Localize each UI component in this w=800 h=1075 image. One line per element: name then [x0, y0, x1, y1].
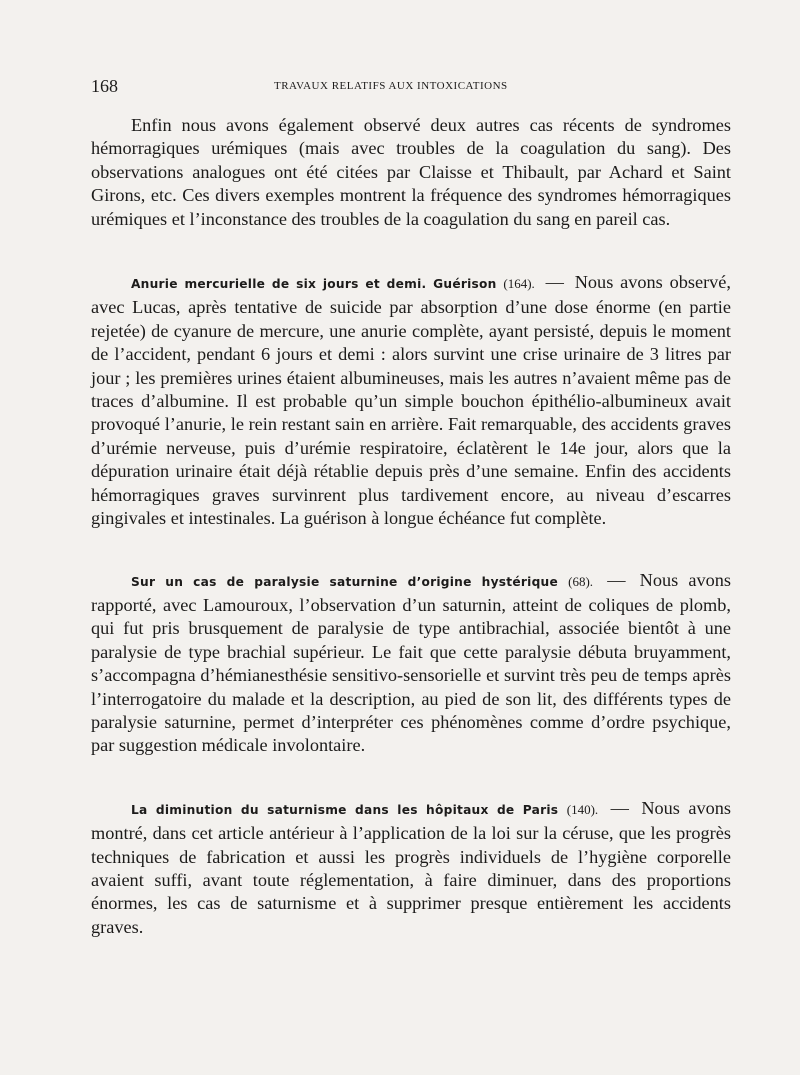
reference-number: (68). [568, 573, 594, 589]
section-heading: Sur un cas de paralysie saturnine d’origine hystérique [131, 574, 558, 589]
em-dash: — [607, 569, 626, 590]
page-number: 168 [91, 76, 118, 96]
paragraph-uremic-syndromes [91, 114, 731, 231]
section-heading: La diminution du saturnisme dans les hôpitaux de Paris [131, 802, 559, 817]
paragraph-saturnism-decrease [91, 797, 731, 939]
em-dash: — [610, 797, 629, 818]
paragraph-text: Enfin nous avons également observé deux autres cas récents de syndromes hémorragiques urémiques (mais avec troubles de la coagulation du sang). Des observations analogues ont été citées par Claisse et Thibault, par Achard et Saint Girons, etc. Ces divers exemples montrent la fréquence des syndromes hémorragiques urémiques et l’inconstance des troubles de la coagulation du sang en pareil cas. [91, 115, 731, 229]
body-text [91, 114, 731, 939]
paragraph-text: Nous avons montré, dans cet article antérieur à l’application de la loi sur la céruse, que les progrès techniques de fabrication et aussi les progrès individuels de l’hygiène corporelle avaient suffi, avant toute réglementation, à faire diminuer, dans des proportions énormes, les cas de saturnisme et à supprimer presque entièrement les accidents graves. [91, 797, 732, 937]
section-heading: Anurie mercurielle de six jours et demi. Guérison [131, 277, 497, 292]
running-title: TRAVAUX RELATIFS AUX INTOXICATIONS [274, 80, 508, 92]
paragraph-text: Nous avons rapporté, avec Lamouroux, l’observation d’un saturnin, atteint de coliques de plomb, qui fut pris brusquement de paralysie de type antibrachial, associée bientôt à une paralysie de type brachial supérieur. Le fait que cette paralysie débuta bruyamment, s’accompagna d’hémianesthésie sensitivo-sensorielle et survint très peu de temps après l’interrogatoire du malade et la description, au pied de son lit, des différents types de paralysie saturnine, permet d’interpréter ces phénomènes comme d’ordre psychique, par suggestion médicale involontaire. [91, 569, 732, 756]
paragraph-mercurial-anuria [91, 271, 731, 530]
paragraph-saturnine-paralysis [91, 569, 731, 758]
paragraph-text: Nous avons observé, avec Lucas, après tentative de suicide par absorption d’une dose énorme (en partie rejetée) de cyanure de mercure, une anurie complète, ayant persisté, depuis le moment de l’accident, pendant 6 jours et demi : alors survint une crise urinaire de 3 litres par jour ; les premières urines étaient albumineuses, mais les autres n’avaient même pas de traces d’albumine. Il est probable qu’un simple bouchon épithélio-albumineux avait provoqué l’anurie, le rein restant sain en arrière. Fait remarquable, des accidents graves d’urémie nerveuse, puis d’urémie respiratoire, éclatèrent le 14e jour, alors que la dépuration urinaire était déjà rétablie depuis près d’une semaine. Enfin des accidents hémorragiques graves survinrent plus tardivement encore, au niveau d’escarres gingivales et intestinales. La guérison à longue échéance fut complète. [91, 272, 731, 529]
reference-number: (164). [503, 276, 535, 292]
reference-number: (140). [566, 801, 599, 817]
em-dash: — [545, 272, 564, 293]
running-head [91, 76, 731, 98]
